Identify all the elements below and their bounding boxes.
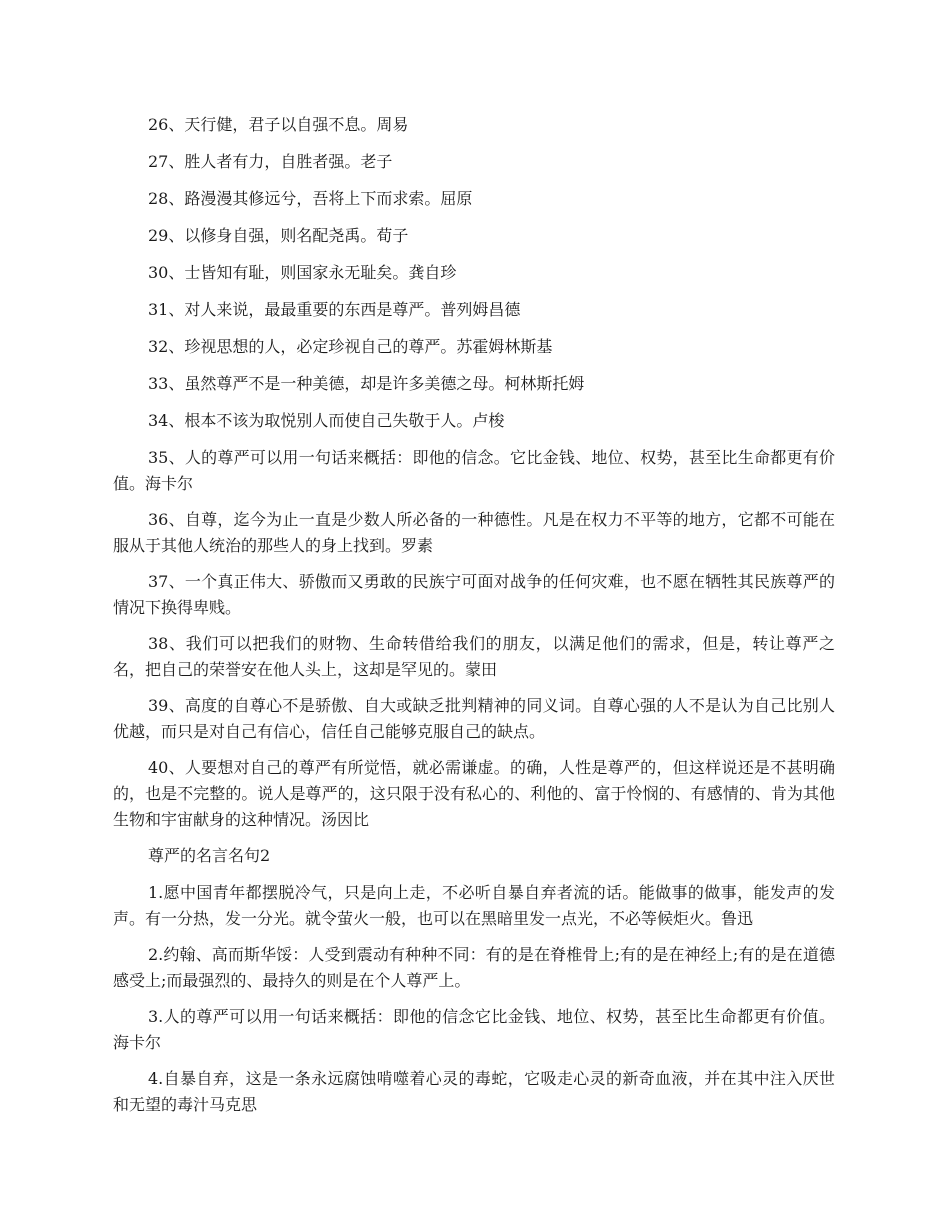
quote-27: 27、胜人者有力，自胜者强。老子 bbox=[148, 152, 393, 171]
quote-2-2: 2.约翰、高而斯华馁：人受到震动有种种不同：有的是在脊椎骨上;有的是在神经上;有的是在道德感受上;而最强烈的、最持久的则是在个人尊严上。 bbox=[113, 945, 835, 990]
quote-28: 28、路漫漫其修远兮，吾将上下而求索。屈原 bbox=[148, 189, 473, 208]
quote-40: 40、人要想对自己的尊严有所觉悟，就必需谦虚。的确，人性是尊严的，但这样说还是不甚明确的，也是不完整的。说人是尊严的，这只限于没有私心的、利他的、富于怜悯的、有感情的、肯为其他生物和宇宙献身的这种情况。汤因比 bbox=[113, 758, 835, 829]
quote-26: 26、天行健，君子以自强不息。周易 bbox=[148, 115, 409, 134]
quote-37: 37、一个真正伟大、骄傲而又勇敢的民族宁可面对战争的任何灾难，也不愿在牺牲其民族尊严的情况下换得卑贱。 bbox=[113, 572, 835, 617]
document-page bbox=[113, 112, 835, 1128]
quote-29: 29、以修身自强，则名配尧禹。荀子 bbox=[148, 226, 409, 245]
quote-38: 38、我们可以把我们的财物、生命转借给我们的朋友，以满足他们的需求，但是，转让尊严之名，把自己的荣誉安在他人头上，这却是罕见的。蒙田 bbox=[113, 634, 835, 679]
quote-32: 32、珍视思想的人，必定珍视自己的尊严。苏霍姆林斯基 bbox=[148, 337, 553, 356]
section-heading: 尊严的名言名句2 bbox=[148, 846, 271, 865]
quote-35: 35、人的尊严可以用一句话来概括：即他的信念。它比金钱、地位、权势，甚至比生命都更有价值。海卡尔 bbox=[113, 448, 835, 493]
quote-31: 31、对人来说，最最重要的东西是尊严。普列姆昌德 bbox=[148, 300, 521, 319]
quote-33: 33、虽然尊严不是一种美德，却是许多美德之母。柯林斯托姆 bbox=[148, 374, 585, 393]
quote-36: 36、自尊，迄今为止一直是少数人所必备的一种德性。凡是在权力不平等的地方，它都不可能在服从于其他人统治的那些人的身上找到。罗素 bbox=[113, 510, 835, 555]
quote-34: 34、根本不该为取悦别人而使自己失敬于人。卢梭 bbox=[148, 411, 505, 430]
quote-30: 30、士皆知有耻，则国家永无耻矣。龚自珍 bbox=[148, 263, 457, 282]
quote-39: 39、高度的自尊心不是骄傲、自大或缺乏批判精神的同义词。自尊心强的人不是认为自己比别人优越，而只是对自己有信心，信任自己能够克服自己的缺点。 bbox=[113, 696, 835, 741]
quote-2-1: 1.愿中国青年都摆脱冷气，只是向上走，不必听自暴自弃者流的话。能做事的做事，能发声的发声。有一分热，发一分光。就令萤火一般，也可以在黑暗里发一点光，不必等候炬火。鲁迅 bbox=[113, 883, 835, 928]
quote-2-4: 4.自暴自弃，这是一条永远腐蚀啃噬着心灵的毒蛇，它吸走心灵的新奇血液，并在其中注入厌世和无望的毒汁马克思 bbox=[113, 1069, 835, 1114]
quote-2-3: 3.人的尊严可以用一句话来概括：即他的信念它比金钱、地位、权势，甚至比生命都更有价值。海卡尔 bbox=[113, 1007, 835, 1052]
